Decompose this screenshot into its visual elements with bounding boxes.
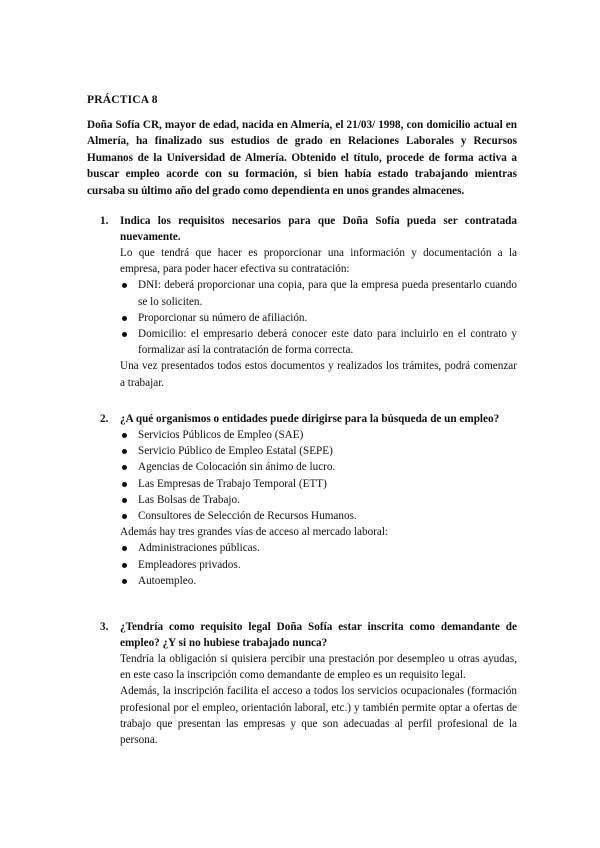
- list-item: Administraciones públicas.: [120, 540, 517, 556]
- list-item: Empleadores privados.: [120, 557, 517, 573]
- question-2-middle: Además hay tres grandes vías de acceso al mercado laboral:: [120, 526, 389, 539]
- bullet-icon: [122, 498, 127, 503]
- list-item: Autoempleo.: [120, 573, 517, 589]
- question-1-text: Indica los requisitos necesarios para que Doña Sofía pueda ser contratada nuevamente.: [120, 215, 517, 243]
- question-2-section: [100, 411, 517, 589]
- list-item: Las Bolsas de Trabajo.: [120, 492, 517, 508]
- list-item: Las Empresas de Trabajo Temporal (ETT): [120, 476, 517, 492]
- question-2-number: 2.: [100, 413, 109, 425]
- question-3-heading: [100, 619, 517, 651]
- page-title: PRÁCTICA 8: [87, 94, 158, 106]
- question-3-paragraph-1: Tendría la obligación si quisiera percibir una prestación por desempleo u otras ayudas, en este caso la inscripción como demandante de empleo es un requisito legal.: [120, 653, 517, 682]
- question-2-list: [120, 427, 517, 524]
- question-3-text: ¿Tendría como requisito legal Doña Sofía estar inscrita como demandante de empleo? ¿Y si no hubiese trabajado nunca?: [120, 621, 517, 649]
- list-item: Consultores de Selección de Recursos Humanos.: [120, 508, 517, 524]
- question-1-section: [100, 213, 517, 391]
- bullet-icon: [122, 433, 127, 438]
- question-1-closing: Una vez presentados todos estos documentos y realizados los trámites, podrá comenzar a trabajar.: [120, 360, 517, 389]
- list-item: Servicio Público de Empleo Estatal (SEPE): [120, 443, 517, 459]
- bullet-icon: [122, 465, 127, 470]
- question-1-heading: [100, 213, 517, 245]
- list-item: Agencias de Colocación sin ánimo de lucro.: [120, 459, 517, 475]
- list-item: Proporcionar su número de afiliación.: [120, 310, 517, 326]
- bullet-icon: [122, 316, 127, 321]
- question-3-section: [100, 619, 517, 748]
- question-2-text: ¿A qué organismos o entidades puede dirigirse para la búsqueda de un empleo?: [120, 413, 500, 425]
- question-2-answer: [120, 427, 517, 589]
- question-3-number: 3.: [100, 621, 109, 633]
- question-1-answer: [120, 245, 517, 391]
- question-2-list-2: [120, 540, 517, 589]
- bullet-icon: [122, 579, 127, 584]
- intro-paragraph: Doña Sofía CR, mayor de edad, nacida en Almería, el 21/03/ 1998, con domicilio actual en Almería, ha finalizado sus estudios de grado en Relaciones Laborales y Recursos Humanos de la Universidad de Almería. Obtenido el título, procede de forma activa a buscar empleo acorde con su formación, si bien había estado trabajando mientras cursaba su último año del grado como dependienta en unos grandes almacenes.: [87, 119, 517, 197]
- bullet-icon: [122, 482, 127, 487]
- bullet-icon: [122, 283, 127, 288]
- bullet-icon: [122, 514, 127, 519]
- list-item: DNI: deberá proporcionar una copia, para que la empresa pueda presentarlo cuando se lo soliciten.: [120, 277, 517, 309]
- question-1-lead: Lo que tendrá que hacer es proporcionar una información y documentación a la empresa, para poder hacer efectiva su contratación:: [120, 247, 517, 276]
- bullet-icon: [122, 332, 127, 337]
- question-2-heading: [100, 411, 517, 427]
- question-1-number: 1.: [100, 215, 109, 227]
- bullet-icon: [122, 449, 127, 454]
- question-1-list: [120, 277, 517, 358]
- bullet-icon: [122, 546, 127, 551]
- list-item: Domicilio: el empresario deberá conocer este dato para incluirlo en el contrato y formalizar así la contratación de forma correcta.: [120, 326, 517, 358]
- bullet-icon: [122, 563, 127, 568]
- question-3-paragraph-2: Además, la inscripción facilita el acceso a todos los servicios ocupacionales (formación profesional por el empleo, orientación laboral, etc.) y también permite optar a ofertas de trabajo que presentan las empresas y que son adecuadas al perfil profesional de la persona.: [120, 685, 517, 747]
- list-item: Servicios Públicos de Empleo (SAE): [120, 427, 517, 443]
- question-3-answer: [120, 651, 517, 748]
